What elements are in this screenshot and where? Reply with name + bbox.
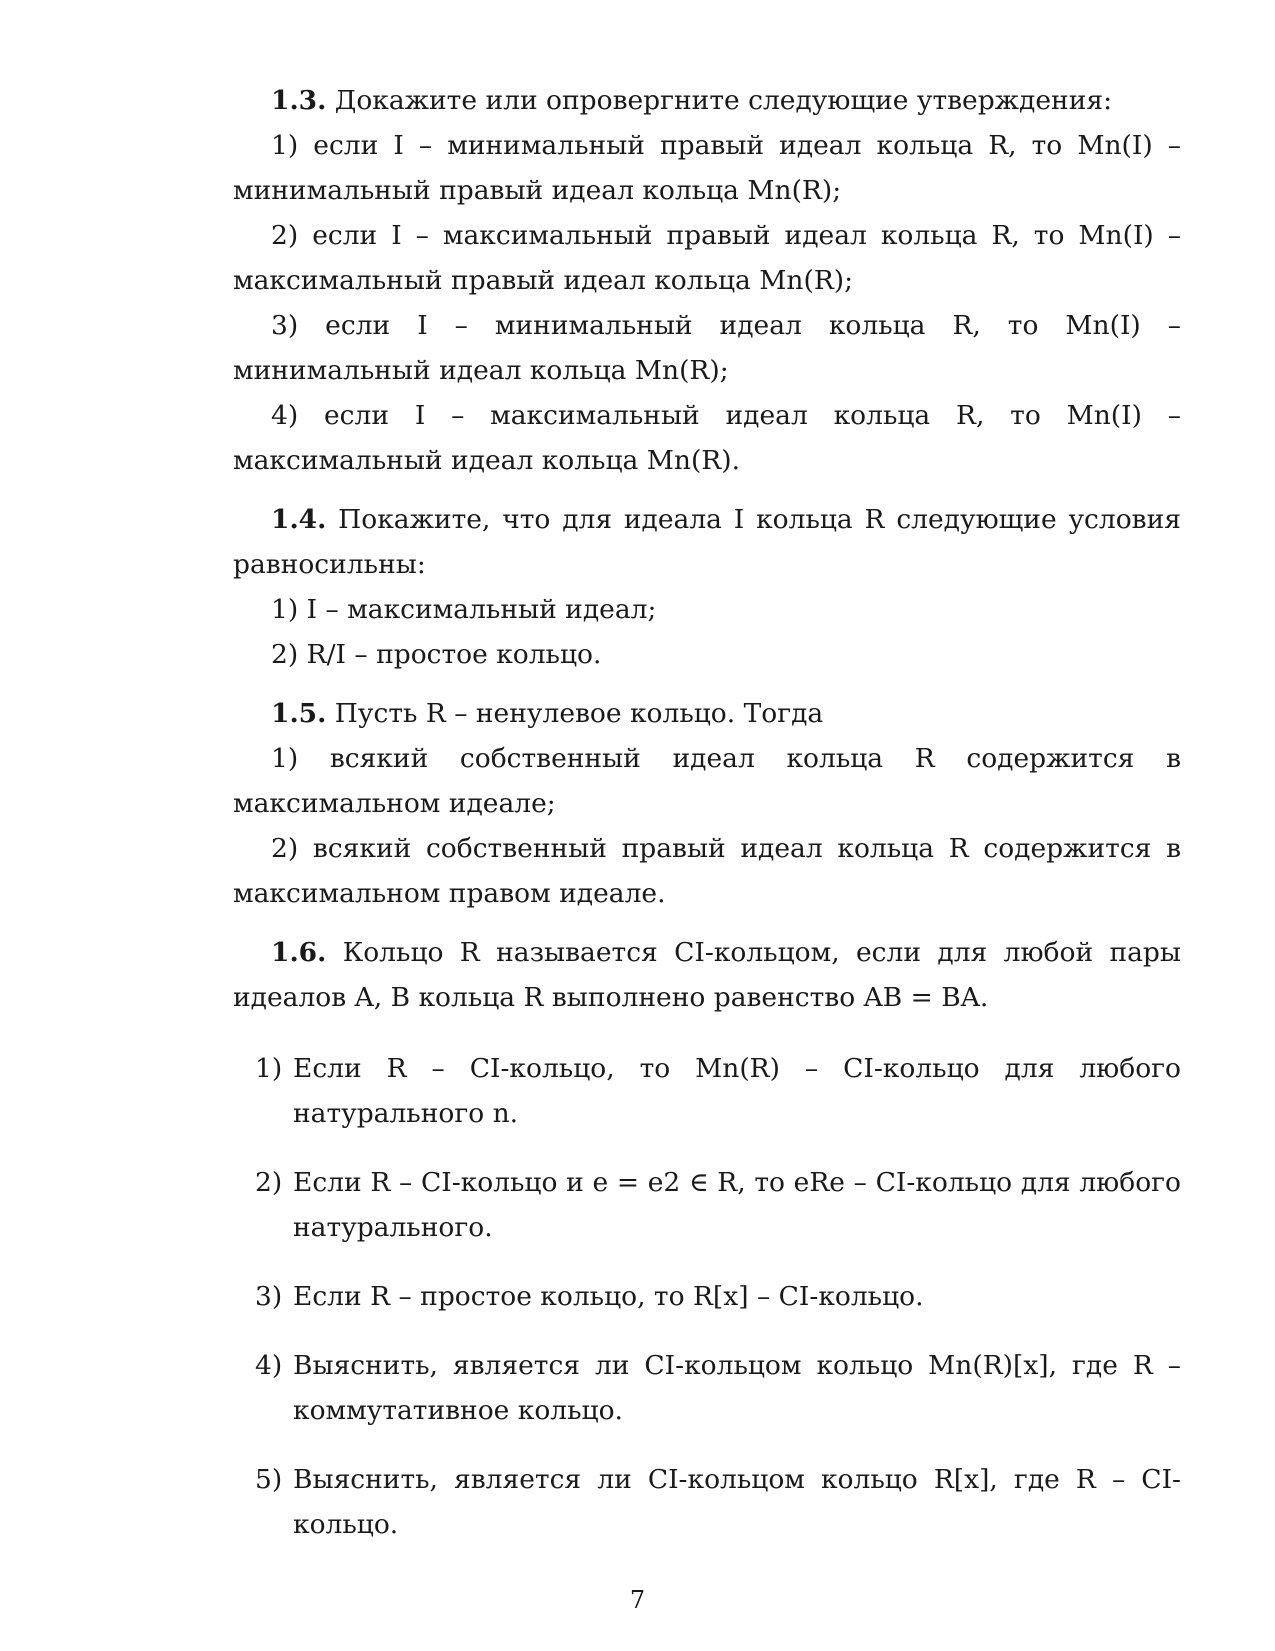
list-item-text: Если R – простое кольцо, то R[x] – CI-кольцо.: [293, 1281, 924, 1312]
list-item-label: 3): [255, 1281, 283, 1312]
list-item: [233, 1457, 1181, 1547]
list-item: [233, 1343, 1181, 1433]
problem-number: 1.3.: [271, 85, 327, 116]
problem-item: 2) R/I – простое кольцо.: [271, 639, 602, 670]
problem-number: 1.4.: [271, 504, 327, 535]
list-item-text: Выяснить, является ли CI-кольцом кольцо Mn(R)[x], где R – коммутативное кольцо.: [293, 1350, 1181, 1426]
list-item-label: 4): [255, 1350, 283, 1381]
problem-number: 1.6.: [271, 937, 327, 968]
problem-item: 2) если I – максимальный правый идеал кольца R, то Mn(I) – максимальный правый идеал кольца Mn(R);: [233, 220, 1181, 296]
list-item: [233, 1160, 1181, 1250]
problem-item: 4) если I – максимальный идеал кольца R, то Mn(I) – максимальный идеал кольца Mn(R).: [233, 400, 1181, 476]
list-item: [233, 1046, 1181, 1136]
problem-intro: 1.4. Покажите, что для идеала I кольца R следующие условия равносильны:: [233, 504, 1181, 580]
problem-number: 1.5.: [271, 698, 327, 729]
problem-item: 1) всякий собственный идеал кольца R содержится в максимальном идеале;: [233, 743, 1181, 819]
problem-item: 1) I – максимальный идеал;: [271, 594, 657, 625]
list-item: [233, 1274, 1181, 1319]
problem-1-5: [233, 691, 1181, 916]
list-item-label: 5): [255, 1464, 283, 1495]
problem-intro: 1.6. Кольцо R называется CI-кольцом, если для любой пары идеалов A, B кольца R выполнено равенство AB = BA.: [233, 937, 1181, 1013]
problem-1-4: [233, 497, 1181, 677]
list-item-text: Если R – CI-кольцо и e = e2 ∈ R, то eRe – CI-кольцо для любого натурального.: [293, 1167, 1181, 1243]
document-body: [233, 78, 1181, 1571]
problem-intro: 1.5. Пусть R – ненулевое кольцо. Тогда: [271, 698, 824, 729]
problem-1-3: [233, 78, 1181, 483]
problem-intro: 1.3. Докажите или опровергните следующие утверждения:: [271, 85, 1113, 116]
problem-item: 3) если I – минимальный идеал кольца R, то Mn(I) – минимальный идеал кольца Mn(R);: [233, 310, 1181, 386]
enumerated-list: [233, 1046, 1181, 1547]
list-item-text: Если R – CI-кольцо, то Mn(R) – CI-кольцо для любого натурального n.: [293, 1053, 1181, 1129]
problem-item: 2) всякий собственный правый идеал кольца R содержится в максимальном правом идеале.: [233, 833, 1181, 909]
list-item-text: Выяснить, является ли CI-кольцом кольцо R[x], где R – CI-кольцо.: [293, 1464, 1181, 1540]
problem-item: 1) если I – минимальный правый идеал кольца R, то Mn(I) – минимальный правый идеал кольца Mn(R);: [233, 130, 1181, 206]
list-item-label: 2): [255, 1167, 283, 1198]
problem-1-6: [233, 930, 1181, 1547]
page-number: 7: [629, 1586, 646, 1614]
list-item-label: 1): [255, 1053, 283, 1084]
